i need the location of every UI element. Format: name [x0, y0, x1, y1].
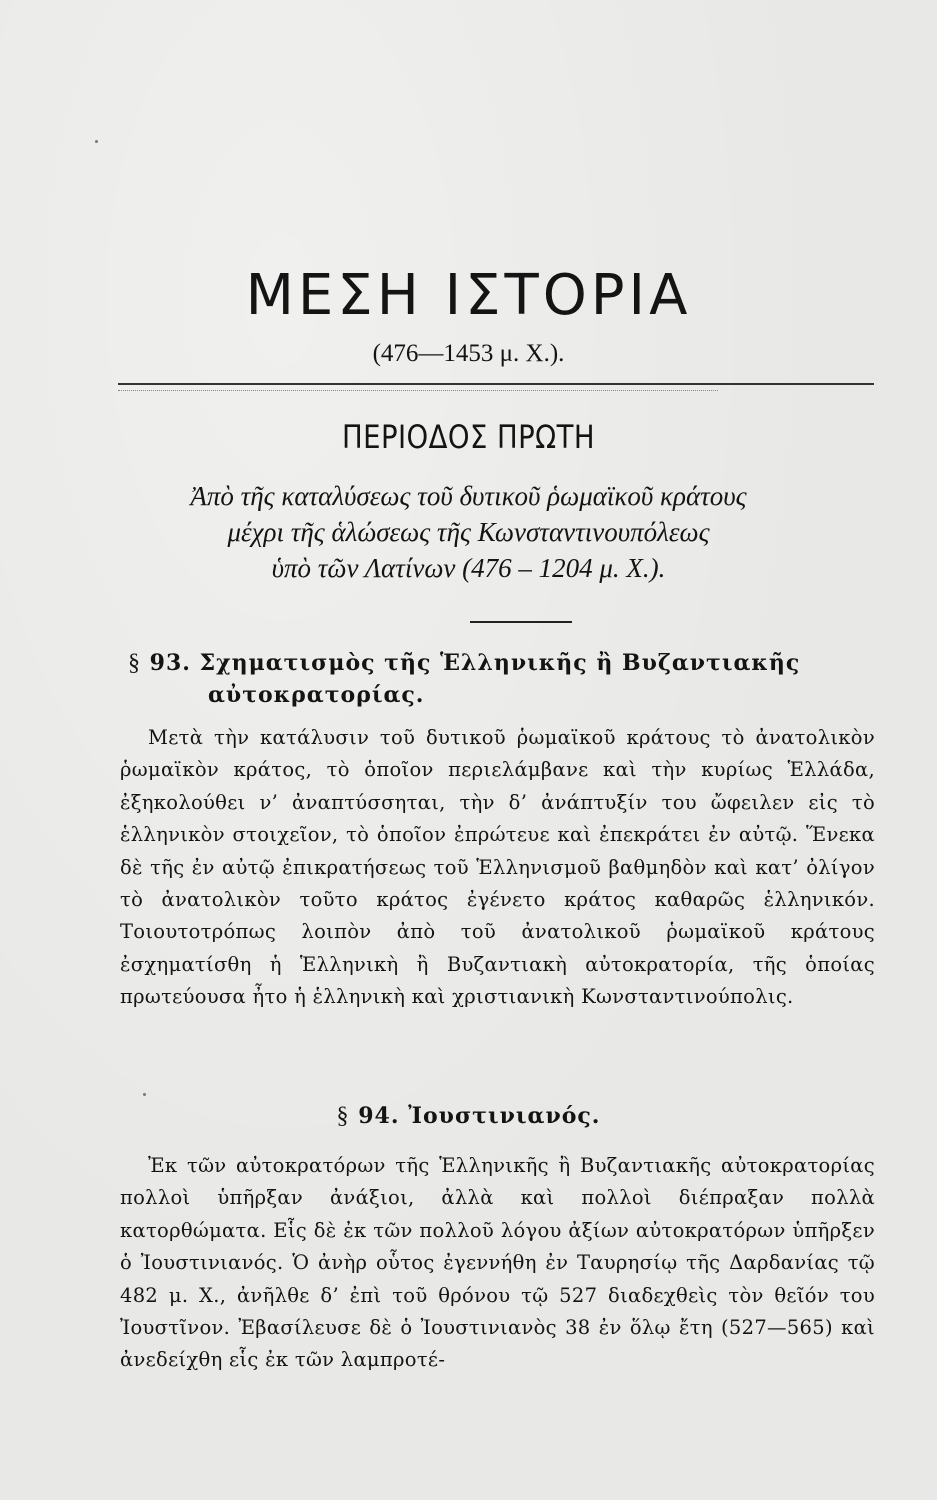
section-heading-text: Ἰουστινιανός. [408, 1103, 601, 1129]
section-number: 94. [358, 1103, 400, 1129]
subtitle-rule [470, 621, 572, 623]
subtitle-line: Ἀπὸ τῆς καταλύσεως τοῦ δυτικοῦ ῥωμαϊκοῦ κράτους [190, 481, 747, 511]
paper-speck [143, 1093, 146, 1096]
period-dates: (476—1453 μ. Χ.). [372, 340, 565, 367]
section-title: ΠΕΡΙΟΔΟΣ ΠΡΩΤΗ [342, 418, 595, 456]
section-93-body: Μετὰ τὴν κατάλυσιν τοῦ δυτικοῦ ῥωμαϊκοῦ κράτους τὸ ἀνατολικὸν ῥωμαϊκὸν κράτος, τὸ ὁποῖον περιελάμβανε καὶ τὴν κυρίως Ἑλλάδα, ἐξηκολούθει ν’ ἀναπτύσσηται, τὴν δ’ ἀνάπτυξίν του ὤφειλεν εἰς τὸ ἑλληνικὸν στοιχεῖον, τὸ ὁποῖον ἐπρώτευε καὶ ἐπεκράτει ἐν αὐτῷ. Ἕνεκα δὲ τῆς ἐν αὐτῷ ἐπικρατήσεως τοῦ Ἑλληνισμοῦ βαθμηδὸν καὶ κατ’ ὀλίγον τὸ ἀνατολικὸν τοῦτο κράτος ἐγένετο κράτος καθαρῶς ἑλληνικόν. Τοιουτοτρόπως λοιπὸν ἀπὸ τοῦ ἀνατολικοῦ ῥωμαϊκοῦ κράτους ἐσχηματίσθη ἡ Ἑλληνικὴ ἢ Βυζαντιακὴ αὐτοκρατορία, τῆς ὁποίας πρωτεύουσα ἦτο ἡ ἑλληνικὴ καὶ χριστιανικὴ Κωνσταντινούπολις. [120, 726, 875, 1009]
section-number: 93. [149, 650, 191, 676]
section-93-heading-cont: αὐτοκρατορίας. [208, 682, 425, 708]
section-94-body: Ἐκ τῶν αὐτοκρατόρων τῆς Ἑλληνικῆς ἢ Βυζαντιακῆς αὐτοκρατορίας πολλοὶ ὑπῆρξαν ἀνάξιοι, ἀλλὰ καὶ πολλοὶ διέπραξαν πολλὰ κατορθώματα. Εἷς δὲ ἐκ τῶν πολλοῦ λόγου ἀξίων αὐτοκρατόρων ὑπῆρξεν ὁ Ἰουστινιανός. Ὁ ἀνὴρ οὗτος ἐγεννήθη ἐν Ταυρησίῳ τῆς Δαρδανίας τῷ 482 μ. Χ., ἀνῆλθε δ’ ἐπὶ τοῦ θρόνου τῷ 527 διαδεχθεὶς τὸν θεῖόν του Ἰουστῖνον. Ἐβασίλευσε δὲ ὁ Ἰουστινιανὸς 38 ἐν ὅλῳ ἔτη (527—565) καὶ ἀνεδείχθη εἷς ἐκ τῶν λαμπροτέ- [120, 1154, 875, 1372]
page-title: ΜΕΣΗ ΙΣΤΟΡΙΑ [245, 263, 692, 328]
section-93-heading [128, 650, 800, 677]
section-heading-text: Σχηματισμὸς τῆς Ἑλληνικῆς ἢ Βυζαντιακῆς [199, 650, 801, 676]
title-rule [118, 383, 874, 385]
paper-speck [95, 140, 98, 143]
subtitle-line: μέχρι τῆς ἁλώσεως τῆς Κωνσταντινουπόλεως [227, 517, 710, 547]
subtitle [0, 478, 937, 586]
subtitle-line: ὑπὸ τῶν Λατίνων (476 – 1204 μ. Χ.). [271, 553, 666, 583]
title-rule-dotted [118, 390, 718, 391]
section-symbol: § [128, 650, 141, 676]
section-94-heading [0, 1103, 937, 1130]
section-symbol: § [336, 1103, 350, 1129]
